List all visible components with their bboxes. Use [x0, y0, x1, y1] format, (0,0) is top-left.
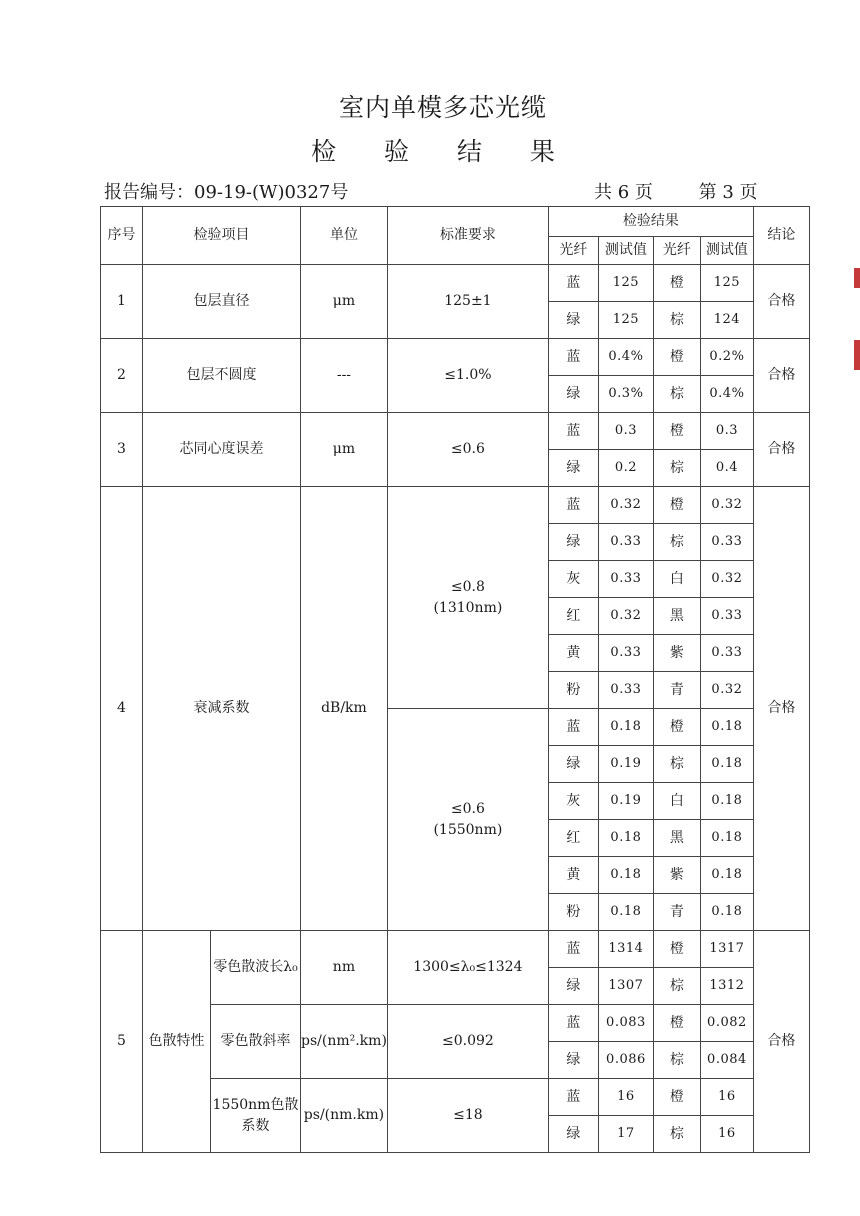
fiber-color: 橙	[653, 413, 700, 450]
test-value: 0.4%	[700, 376, 753, 413]
test-value: 0.082	[700, 1005, 753, 1042]
row-conclusion: 合格	[753, 265, 809, 339]
fiber-color: 橙	[653, 1079, 700, 1116]
fiber-color: 灰	[548, 561, 598, 598]
table-row	[101, 265, 810, 302]
row-unit: μm	[301, 413, 388, 487]
header-fiber: 光纤	[548, 237, 598, 265]
fiber-color: 紫	[653, 857, 700, 894]
header-fiber: 光纤	[653, 237, 700, 265]
table-row	[101, 931, 810, 968]
row-item: 包层直径	[143, 265, 301, 339]
sub-standard: ≤18	[387, 1079, 548, 1153]
test-value: 0.18	[700, 820, 753, 857]
fiber-color: 绿	[548, 302, 598, 339]
row-seq: 3	[101, 413, 143, 487]
test-value: 0.083	[598, 1005, 653, 1042]
fiber-color: 棕	[653, 524, 700, 561]
header-row	[101, 207, 810, 237]
test-value: 0.3	[598, 413, 653, 450]
result-table	[100, 206, 810, 1153]
standard-value: ≤0.8	[450, 579, 485, 596]
row-standard: ≤0.6	[387, 413, 548, 487]
test-value: 16	[700, 1116, 753, 1153]
edge-mark	[854, 340, 860, 370]
fiber-color: 绿	[548, 1116, 598, 1153]
test-value: 0.2%	[700, 339, 753, 376]
fiber-color: 绿	[548, 524, 598, 561]
test-value: 0.33	[598, 635, 653, 672]
header-standard: 标准要求	[387, 207, 548, 265]
fiber-color: 白	[653, 783, 700, 820]
fiber-color: 棕	[653, 746, 700, 783]
fiber-color: 蓝	[548, 339, 598, 376]
fiber-color: 绿	[548, 1042, 598, 1079]
sub-item: 零色散波长λ₀	[211, 931, 301, 1005]
test-value: 0.084	[700, 1042, 753, 1079]
fiber-color: 橙	[653, 265, 700, 302]
header-seq: 序号	[101, 207, 143, 265]
fiber-color: 青	[653, 894, 700, 931]
test-value: 0.18	[700, 783, 753, 820]
standard-value: ≤0.6	[450, 801, 485, 818]
test-value: 0.18	[700, 709, 753, 746]
test-value: 0.32	[700, 561, 753, 598]
test-value: 16	[700, 1079, 753, 1116]
fiber-color: 棕	[653, 376, 700, 413]
test-value: 0.32	[700, 487, 753, 524]
test-value: 0.18	[700, 746, 753, 783]
test-value: 1312	[700, 968, 753, 1005]
row-unit: μm	[301, 265, 388, 339]
sub-unit: nm	[301, 931, 388, 1005]
test-value: 0.18	[598, 709, 653, 746]
row-item: 芯同心度误差	[143, 413, 301, 487]
test-value: 0.33	[598, 524, 653, 561]
fiber-color: 粉	[548, 894, 598, 931]
test-value: 0.19	[598, 783, 653, 820]
row-standard-1310	[387, 487, 548, 709]
test-value: 0.18	[598, 820, 653, 857]
report-number: 报告编号：09-19-(W)0327号	[104, 182, 349, 203]
test-value: 0.32	[700, 672, 753, 709]
fiber-color: 黑	[653, 820, 700, 857]
fiber-color: 红	[548, 598, 598, 635]
test-value: 0.18	[598, 894, 653, 931]
row-unit: dB/km	[301, 487, 388, 931]
table-row	[101, 413, 810, 450]
fiber-color: 橙	[653, 709, 700, 746]
fiber-color: 黄	[548, 635, 598, 672]
edge-mark	[854, 268, 860, 288]
fiber-color: 粉	[548, 672, 598, 709]
test-value: 0.18	[700, 894, 753, 931]
fiber-color: 绿	[548, 968, 598, 1005]
total-pages: 共 6 页	[594, 182, 653, 203]
fiber-color: 橙	[653, 931, 700, 968]
row-conclusion: 合格	[753, 931, 809, 1153]
fiber-color: 红	[548, 820, 598, 857]
fiber-color: 蓝	[548, 265, 598, 302]
fiber-color: 蓝	[548, 413, 598, 450]
fiber-color: 紫	[653, 635, 700, 672]
fiber-color: 灰	[548, 783, 598, 820]
test-value: 0.2	[598, 450, 653, 487]
row-standard: 125±1	[387, 265, 548, 339]
document-title: 室内单模多芯光缆	[338, 93, 547, 122]
test-value: 17	[598, 1116, 653, 1153]
row-conclusion: 合格	[753, 413, 809, 487]
test-value: 125	[700, 265, 753, 302]
header-value: 测试值	[598, 237, 653, 265]
document-subtitle: 检 验 结 果	[311, 137, 575, 166]
row-unit: ---	[301, 339, 388, 413]
test-value: 0.32	[598, 598, 653, 635]
header-unit: 单位	[301, 207, 388, 265]
fiber-color: 蓝	[548, 709, 598, 746]
wavelength: (1310nm)	[433, 599, 503, 616]
test-value: 1317	[700, 931, 753, 968]
fiber-color: 青	[653, 672, 700, 709]
test-value: 0.18	[598, 857, 653, 894]
fiber-color: 棕	[653, 1042, 700, 1079]
fiber-color: 棕	[653, 968, 700, 1005]
header-item: 检验项目	[143, 207, 301, 265]
current-page: 第 3 页	[698, 182, 758, 203]
row-seq: 1	[101, 265, 143, 339]
test-value: 125	[598, 302, 653, 339]
fiber-color: 橙	[653, 339, 700, 376]
row-item: 衰减系数	[143, 487, 301, 931]
header-results: 检验结果	[548, 207, 753, 237]
sub-unit: ps/(nm².km)	[301, 1005, 388, 1079]
fiber-color: 黄	[548, 857, 598, 894]
fiber-color: 棕	[653, 1116, 700, 1153]
test-value: 1314	[598, 931, 653, 968]
test-value: 0.086	[598, 1042, 653, 1079]
test-value: 16	[598, 1079, 653, 1116]
row-seq: 4	[101, 487, 143, 931]
row-seq: 5	[101, 931, 143, 1153]
fiber-color: 橙	[653, 1005, 700, 1042]
fiber-color: 蓝	[548, 487, 598, 524]
fiber-color: 橙	[653, 487, 700, 524]
fiber-color: 黑	[653, 598, 700, 635]
test-value: 0.19	[598, 746, 653, 783]
header-value: 测试值	[700, 237, 753, 265]
test-value: 0.4%	[598, 339, 653, 376]
test-value: 0.33	[700, 598, 753, 635]
fiber-color: 白	[653, 561, 700, 598]
table-row	[101, 339, 810, 376]
row-seq: 2	[101, 339, 143, 413]
test-value: 0.32	[598, 487, 653, 524]
row-item: 色散特性	[143, 931, 211, 1153]
row-conclusion: 合格	[753, 339, 809, 413]
test-value: 125	[598, 265, 653, 302]
fiber-color: 蓝	[548, 1079, 598, 1116]
row-standard: ≤1.0%	[387, 339, 548, 413]
test-value: 124	[700, 302, 753, 339]
row-item: 包层不圆度	[143, 339, 301, 413]
test-value: 0.18	[700, 857, 753, 894]
fiber-color: 棕	[653, 450, 700, 487]
fiber-color: 绿	[548, 450, 598, 487]
sub-item: 1550nm色散系数	[211, 1079, 301, 1153]
table-row	[101, 487, 810, 524]
sub-item: 零色散斜率	[211, 1005, 301, 1079]
wavelength: (1550nm)	[433, 821, 503, 838]
sub-unit: ps/(nm.km)	[301, 1079, 388, 1153]
test-value: 0.4	[700, 450, 753, 487]
test-value: 0.3%	[598, 376, 653, 413]
sub-standard: ≤0.092	[387, 1005, 548, 1079]
test-value: 0.33	[700, 635, 753, 672]
fiber-color: 蓝	[548, 931, 598, 968]
test-value: 0.33	[700, 524, 753, 561]
test-value: 0.3	[700, 413, 753, 450]
row-standard-1550	[387, 709, 548, 931]
test-value: 1307	[598, 968, 653, 1005]
fiber-color: 蓝	[548, 1005, 598, 1042]
fiber-color: 绿	[548, 376, 598, 413]
header-conclusion: 结论	[753, 207, 809, 265]
test-value: 0.33	[598, 561, 653, 598]
test-value: 0.33	[598, 672, 653, 709]
sub-standard: 1300≤λ₀≤1324	[387, 931, 548, 1005]
page-info	[594, 178, 758, 204]
fiber-color: 绿	[548, 746, 598, 783]
row-conclusion: 合格	[753, 487, 809, 931]
fiber-color: 棕	[653, 302, 700, 339]
